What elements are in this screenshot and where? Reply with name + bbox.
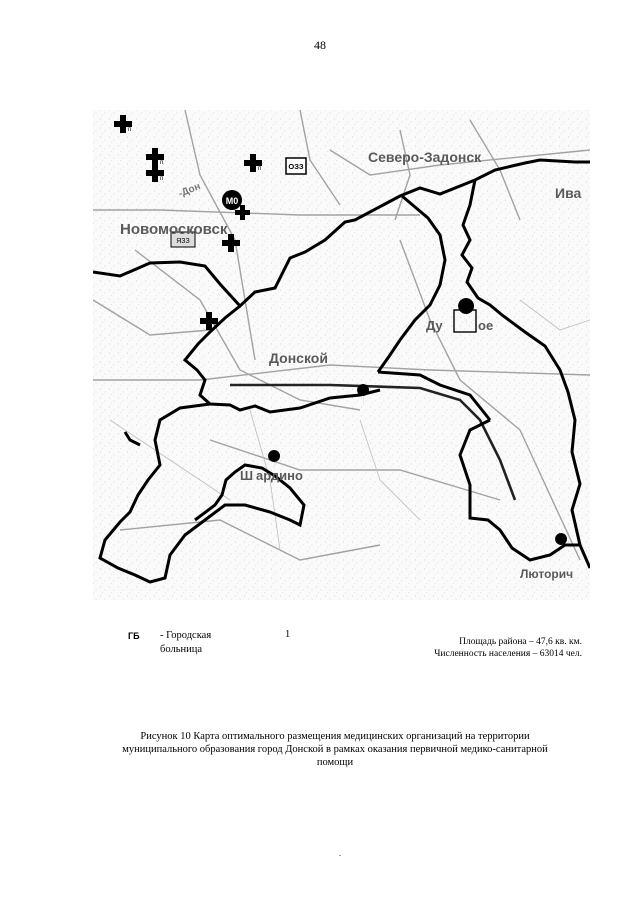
page-number: 48	[314, 38, 326, 52]
figure-caption	[80, 730, 590, 769]
marker-label: п	[160, 160, 164, 166]
town-label-ivanovka: Ива	[555, 185, 582, 201]
footer-mark: .	[339, 849, 341, 858]
marker-label: п	[214, 324, 218, 330]
marker-label: п	[160, 176, 164, 182]
legend-count: 1	[285, 629, 291, 640]
legend-description-line: - Городская	[160, 630, 212, 641]
marker-label: п	[128, 127, 132, 133]
legend-abbreviation: ГБ	[128, 631, 140, 641]
road-label: -Дон	[177, 181, 203, 200]
district-map	[93, 110, 590, 600]
town-label-shkhardino-suffix: ардино	[256, 468, 303, 483]
caption-line: Рисунок 10 Карта оптимального размещения медицинских организаций на территории	[140, 731, 530, 742]
highway-badge-label: ЯЗЗ	[176, 238, 190, 245]
town-label-severo-zadonsk: Северо-Задонск	[368, 149, 482, 165]
caption-line: помощи	[316, 757, 354, 768]
town-label-donskoy: Донской	[269, 350, 328, 366]
highway-badge-label: ОЗЗ	[288, 162, 304, 171]
district-stats	[434, 636, 582, 660]
hospital-pin-label: ГБ	[462, 315, 470, 321]
legend-description	[160, 629, 240, 657]
caption-line: муниципального образования город Донской в рамках оказания первичной медико-санитарной	[122, 744, 548, 755]
town-label-shkhardino: Ш	[240, 468, 254, 483]
district-area: Площадь района – 47,6 кв. км.	[459, 637, 582, 647]
legend-description-line: больница	[160, 644, 202, 655]
marker-label: п	[258, 166, 262, 172]
town-label-dubovoe-suffix: ое	[478, 318, 494, 333]
town-label-dubovoe: Ду	[426, 318, 443, 333]
m0-marker-label: М0	[225, 196, 239, 206]
town-label-novomoskovsk: Новомосковск	[120, 221, 228, 238]
map-canvas	[93, 110, 590, 600]
district-population: Численность населения – 63014 чел.	[434, 649, 582, 659]
town-label-lyutoric: Люторич	[520, 567, 574, 581]
